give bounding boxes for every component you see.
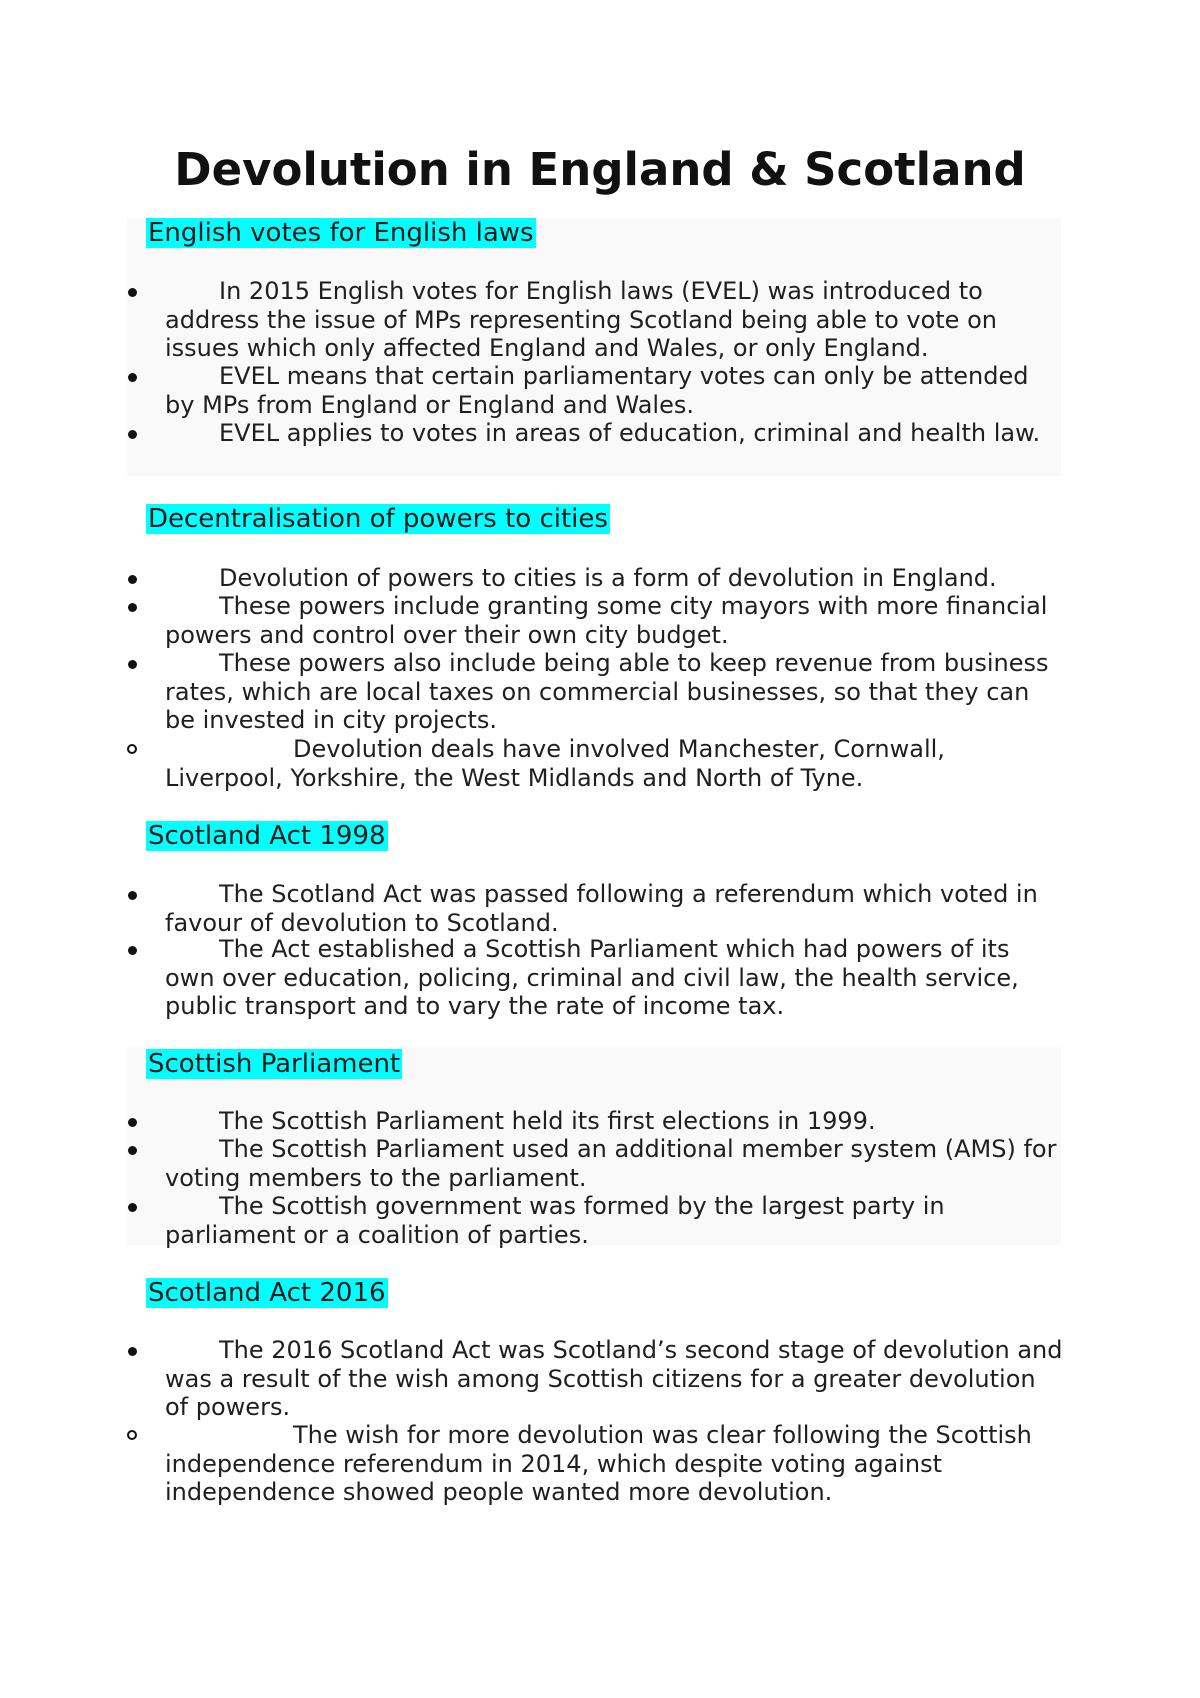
section-heading: Scotland Act 2016 <box>148 1278 386 1308</box>
section-heading: Decentralisation of powers to cities <box>148 504 608 534</box>
document-page: Devolution in England & Scotland English votes for English laws In 2015 English votes for English laws (EVEL) was introduced to address the issue of MPs representing Scotland being able to vote on issues which only affected England and Wales, or only England. EVEL means that certain parliamentary votes can only be attended by MPs from England or England and Wales. EVEL applies to votes in areas of education, criminal and health law. Decentralisation of powers to cities Devolution of powers to cities is a form of devolution in England. These powers include granting some city mayors with more financial powers and control over their own city budget. These powers also include being able to keep revenue from business rates, which are local taxes on commercial businesses, so that they can be invested in city projects. Devolution deals have involved Manchester, Cornwall, Liverpool, Yorkshire, the West Midlands and North of Tyne. Scotland Act 1998 The Scotland Act was passed following a referendum which voted in favour of devolution to Scotland. The Act established a Scottish Parliament which had powers of its own over education, policing, criminal and civil law, the health service, public transport and to vary the rate of income tax. Scottish Parliament The Scottish Parliament held its first elections in 1999. The Scottish Parliament used an additional member system (AMS) for voting members to the parliament. The Scottish government was formed by the largest party in parliament or a coalition of parties. Scotland Act 2016 The 2016 Scotland Act was Scotland’s second stage of devolution and was a result of the wish among Scottish citizens for a greater devolution of powers. The wish for more devolution was clear following the Scottish independence referendum in 2014, which despite voting against independence showed people wanted more devolution. <box>0 0 1200 1698</box>
section-heading: Scottish Parliament <box>148 1049 401 1079</box>
section-heading: Scotland Act 1998 <box>148 821 386 851</box>
section-heading: English votes for English laws <box>148 218 534 248</box>
document-title: Devolution in England & Scotland <box>174 143 1026 196</box>
